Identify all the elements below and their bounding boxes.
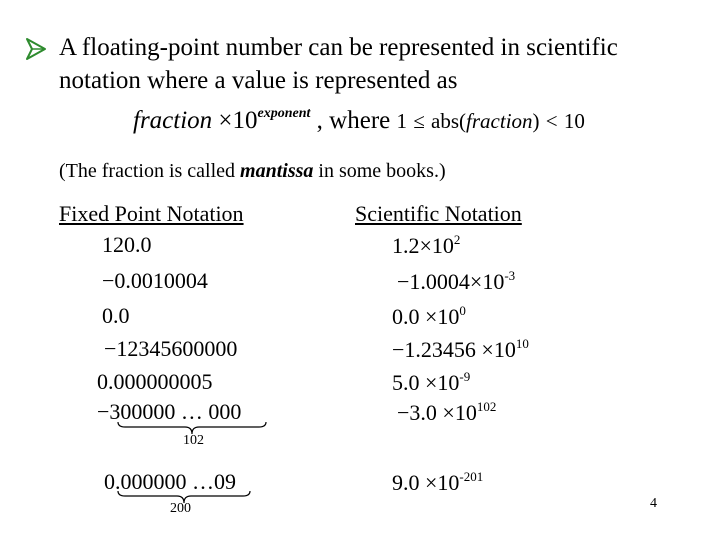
note-pre: (The fraction is called (59, 160, 241, 182)
fixed-value: 0.0 (102, 303, 130, 328)
fixed-value: 120.0 (102, 232, 152, 257)
brace-label-102: 102 (183, 433, 204, 448)
formula-where: , where (316, 107, 391, 134)
intro-line-1: A floating-point number can be represented in scientific (59, 34, 618, 61)
sci-value: $0.0 \times 10^0$ (392, 303, 466, 329)
scientific-header: Scientific Notation (355, 201, 522, 226)
formula-ten: 10 (563, 109, 585, 133)
mantissa-note (59, 160, 446, 183)
page-number: 4 (650, 496, 657, 511)
arrow-bullet-icon (24, 37, 48, 61)
sci-value: $5.0 \times 10^{-9}$ (392, 369, 471, 395)
sci-value: $-1.0004\times 10^{-3}$ (397, 268, 516, 294)
sci-value: $1.2\times 10^2$ (392, 232, 461, 258)
formula-base: 10 (232, 107, 258, 134)
formula-times: × (218, 107, 233, 134)
formula-fraction: fraction (133, 107, 213, 134)
formula-one: 1 (396, 109, 407, 133)
fixed-value: −12345600000 (104, 336, 238, 361)
brace-label-200: 200 (170, 501, 191, 516)
sci-value: $-3.0 \times 10^{102}$ (397, 399, 497, 425)
formula-abs-open: abs( (431, 109, 467, 133)
formula-leq: ≤ (413, 109, 425, 133)
fixed-value: 0.000000 …09 (104, 469, 236, 494)
formula-abs-fraction: fraction (466, 109, 533, 133)
note-mantissa: mantissa (240, 160, 314, 182)
intro-line-2: notation where a value is represented as (59, 67, 458, 94)
formula (133, 106, 585, 135)
fixed-value: −0.0010004 (102, 268, 208, 293)
fixed-value: 0.000000005 (97, 369, 213, 394)
note-post: in some books.) (313, 160, 446, 182)
fixed-point-header: Fixed Point Notation (59, 201, 244, 226)
formula-exponent: exponent (257, 106, 311, 121)
sci-value: $-1.23456 \times 10^{10}$ (392, 336, 529, 362)
formula-lt: < (545, 109, 558, 133)
sci-value: $9.0 \times 10^{-201}$ (392, 469, 484, 495)
formula-abs-close: ) (532, 109, 540, 133)
fixed-value: −300000 … 000 (97, 399, 242, 424)
